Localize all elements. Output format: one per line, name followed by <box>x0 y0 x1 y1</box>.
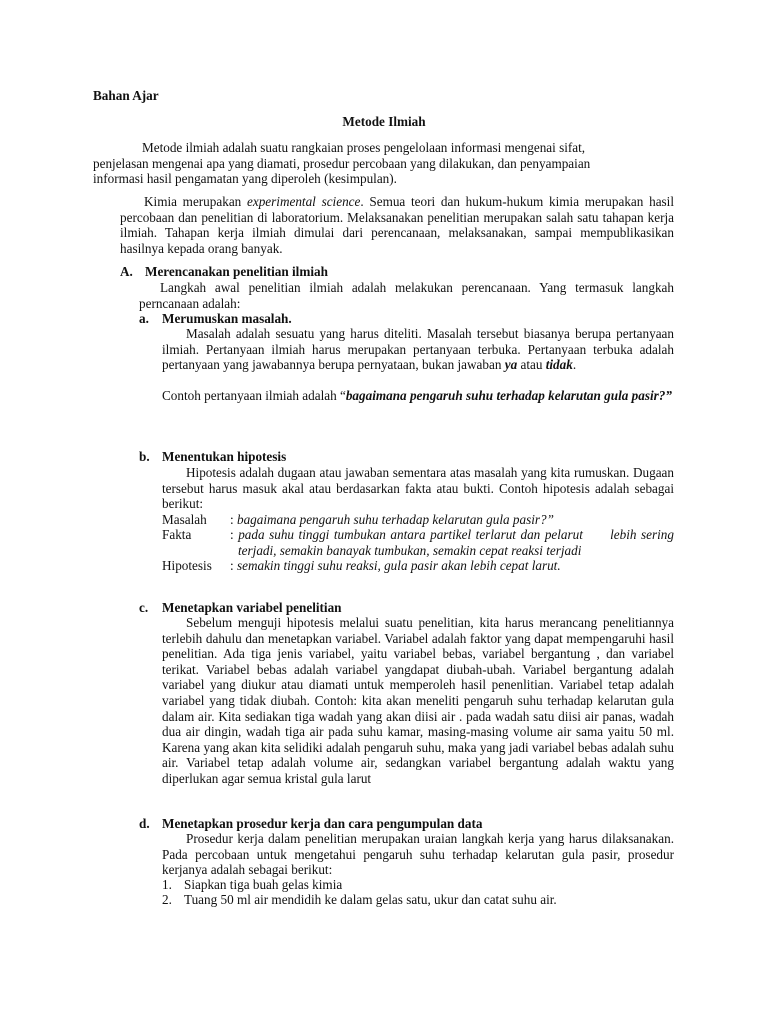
subsection-a-example-question: bagaimana pengaruh suhu terhadap kelarutan gula pasir?” <box>345 388 672 403</box>
procedure-step-text: Tuang 50 ml air mendidih ke dalam gelas satu, ukur dan catat suhu air. <box>184 892 557 907</box>
subsection-c-text: Sebelum menguji hipotesis melalui suatu penelitian, kita harus merancang penelitiannya terlebih dahulu dan menetapkan variabel. Variabel adalah faktor yang dapat mempengaruhi hasil penelitian. Ada tiga jenis variabel, yaitu variabel bebas, variabel bergantung , dan variabel terikat. Variabel bebas adalah variabel yangdapat diubah-ubah. Variabel bergantung adalah variabel yang diukur atau diamati untuk memperoleh hasil penenlitian. Variabel tetap adalah variabel yang tidak diubah. Contoh: kita akan meneliti pengaruh suhu terhadap kelarutan gula dalam air. Kita sediakan tiga wadah yang akan diisi air . pada wadah satu diisi air panas, wadah dua air dingin, wadah tiga air pada suhu kamar, masing-masing volume air sama yaitu 50 ml. Karena yang akan kita selidiki adalah pengaruh suhu, maka yang jadi variabel bebas adalah suhu air. Variabel tetap adalah volume air, sedangkan variabel bergantung adalah waktu yang diperlukan agar semua kristal gula larut <box>162 615 674 786</box>
subsection-a-heading: Merumuskan masalah. <box>162 311 292 326</box>
section-a-text: Langkah awal penelitian ilmiah adalah melakukan perencanaan. Yang termasuk langkah perncanaan adalah: <box>139 280 674 311</box>
document-title: Metode Ilmiah <box>342 114 426 129</box>
document-header: Bahan Ajar <box>93 88 159 103</box>
subsection-a-paragraph-2 <box>162 388 674 404</box>
intro-paragraph-2 <box>120 194 674 256</box>
hypothesis-value-text: pada suhu tinggi tumbukan antara partikel terlarut dan pelarut lebih sering terjadi, semakin banayak tumbukan, semakin cepat reaksi terjadi <box>238 527 678 558</box>
intro-paragraph-1-line-1: Metode ilmiah adalah suatu rangkaian proses pengelolaan informasi mengenai sifat, <box>142 140 586 155</box>
intro-p2-italic: experimental science <box>247 194 361 209</box>
subsection-c-heading: Menetapkan variabel penelitian <box>162 600 342 615</box>
subsection-a-p1-atau: atau <box>517 357 546 373</box>
section-a-marker: A. <box>120 264 133 279</box>
subsection-b-text: Hipotesis adalah dugaan atau jawaban sementara atas masalah yang kita rumuskan. Dugaan tersebut harus masuk akal atau berdasarkan fakta atau bukti. Contoh hipotesis adalah sebagai berikut: <box>162 465 674 512</box>
intro-paragraph-1-line-3: informasi hasil pengamatan yang diperoleh (kesimpulan). <box>93 171 397 186</box>
hypothesis-key-fakta: Fakta <box>162 527 192 542</box>
intro-p2-text-a: Kimia merupakan <box>144 194 247 209</box>
intro-paragraph-1-line-2: penjelasan mengenai apa yang diamati, prosedur percobaan yang dilakukan, dan penyampaian <box>93 156 591 171</box>
subsection-d-marker: d. <box>139 816 150 831</box>
procedure-step-number: 2. <box>162 892 172 907</box>
subsection-a-paragraph-1 <box>162 326 674 373</box>
hypothesis-value-masalah <box>230 512 554 528</box>
procedure-step-number: 1. <box>162 877 172 892</box>
hypothesis-value-text: semakin tinggi suhu reaksi, gula pasir akan lebih cepat larut. <box>236 558 561 573</box>
procedure-step <box>162 877 674 893</box>
hypothesis-separator: : <box>230 512 237 527</box>
procedure-step-text: Siapkan tiga buah gelas kimia <box>184 877 343 892</box>
hypothesis-row-hipotesis <box>162 558 674 574</box>
hypothesis-value-text: bagaimana pengaruh suhu terhadap kelarutan gula pasir?” <box>236 512 554 527</box>
subsection-a-p1-end: . <box>572 357 577 373</box>
subsection-a-p2-text: Contoh pertanyaan ilmiah adalah “ <box>162 388 346 403</box>
subsection-b-marker: b. <box>139 449 150 464</box>
subsection-a-p1-tidak: tidak <box>545 357 573 373</box>
section-a-heading: Merencanakan penelitian ilmiah <box>145 264 328 279</box>
hypothesis-value-fakta <box>230 527 678 558</box>
subsection-d-heading: Menetapkan prosedur kerja dan cara pengumpulan data <box>162 816 483 831</box>
hypothesis-separator: : <box>230 558 237 573</box>
subsection-a-p1-text: Masalah adalah sesuatu yang harus diteliti. Masalah tersebut biasanya berupa pertanyaan ilmiah. Pertanyaan ilmiah harus merupakan pertanyaan terbuka. Pertanyaan terbuka adalah pertanyaan yang jawabannya berupa pernyataan, bukan jawaban <box>162 326 674 373</box>
hypothesis-row-fakta <box>162 527 678 559</box>
hypothesis-row-masalah <box>162 512 674 528</box>
hypothesis-fakta-paragraph <box>230 527 678 558</box>
hypothesis-key-masalah: Masalah <box>162 512 207 527</box>
subsection-a-marker: a. <box>139 311 149 326</box>
intro-p2-text-c: . Semua teori dan hukum-hukum kimia merupakan hasil percobaan dan penelitian di laboratorium. Melaksanakan penelitian merupakan salah satu tahapan kerja ilmiah. Tahapan kerja ilmiah dimulai dari perencanaan, melaksanakan, sampai mempublikasikan hasilnya kepada orang banyak. <box>120 194 675 256</box>
subsection-a-p1-ya: ya <box>504 357 518 373</box>
hypothesis-value-hipotesis <box>230 558 561 574</box>
hypothesis-key-hipotesis: Hipotesis <box>162 558 212 573</box>
subsection-d-text: Prosedur kerja dalam penelitian merupakan uraian langkah kerja yang harus dilaksanakan. Pada percobaan untuk mengetahui pengaruh suhu terhadap kelarutan gula pasir, prosedur kerjanya adalah sebagai berikut: <box>162 831 674 878</box>
hypothesis-separator: : <box>230 527 239 542</box>
subsection-c-marker: c. <box>139 600 149 615</box>
procedure-step <box>162 892 674 908</box>
subsection-b-heading: Menentukan hipotesis <box>162 449 287 464</box>
